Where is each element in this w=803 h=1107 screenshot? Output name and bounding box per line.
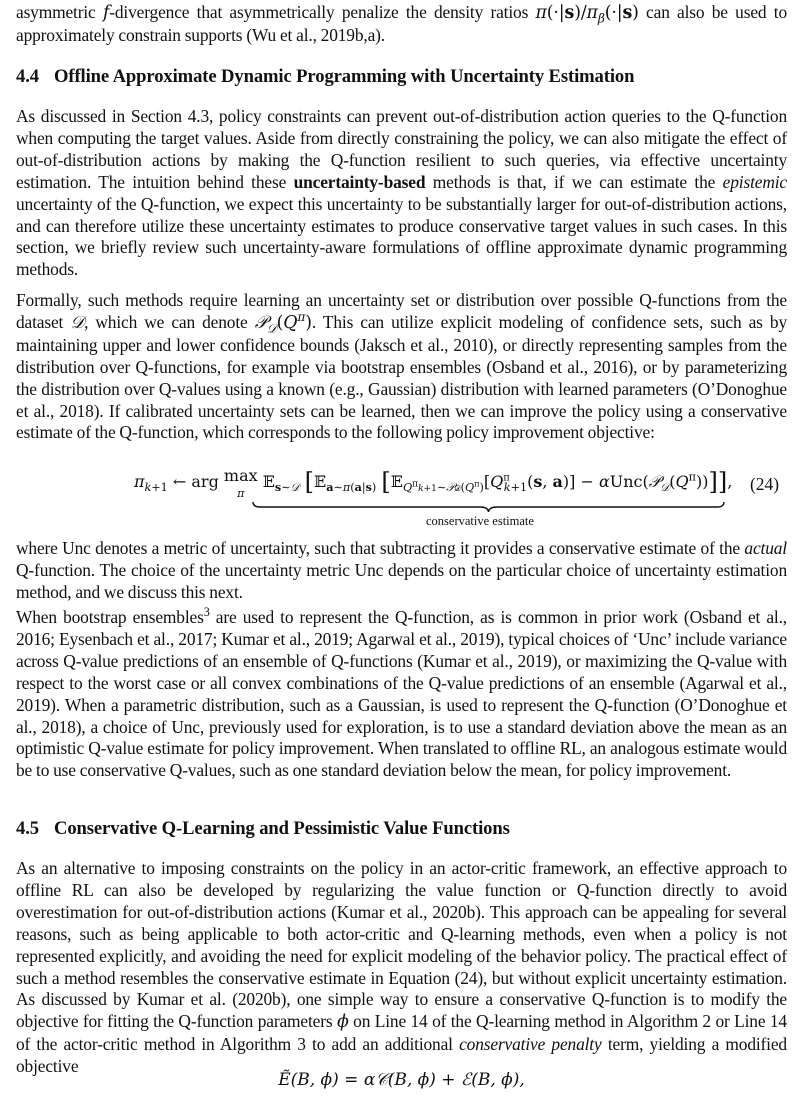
section-title: Offline Approximate Dynamic Programming with Uncertainty Estimation: [54, 66, 635, 87]
equation-24: [16, 468, 787, 528]
paragraph-text: When bootstrap ensembles$^3$ are used to represent the Q-function, as is common in prior work (Osband et al., 2016; Eysenbach et al., 2017; Kumar et al., 2019; Agarwal et al., 2019), typical choices of ‘Unc’ include variance across Q-value predictions of an ensemble of Q-functions (Kumar et al., 2019), or maximizing the Q-value with respect to the worst case or all convex combinations of the Q-value predictions of an ensemble (Agarwal et al., 2019). When a parametric distribution, such as a Gaussian, is used to represent the Q-function (O’Donoghue et al., 2018), a choice of Unc, previously used for exploration, is to use a standard deviation above the mean as an optimistic Q-value estimate for policy improvement. When translated to offline RL, an analogous estimate would be to use conservative Q-values, such as one standard deviation below the mean, for policy improvement.: [16, 605, 788, 781]
section-number: 4.4: [16, 66, 39, 87]
section-heading-4-5: [16, 818, 510, 840]
paragraph-text: As discussed in Section 4.3, policy constraints can prevent out-of-distribution action queries to the Q-function when computing the target values. Aside from directly constraining the policy, we can also mitigate the effect of out-of-distribution actions by making the Q-function resilient to such queries, via effective uncertainty estimation. The intuition behind these uncertainty-based methods is that, if we can estimate the epistemic uncertainty of the Q-function, we expect this uncertainty to be substantially larger for out-of-distribution actions, and can therefore utilize these uncertainty estimates to produce conservative target values in such cases. In this section, we briefly review such uncertainty-aware formulations of offline approximate dynamic programming methods.: [16, 106, 787, 280]
equation-modified-objective: Ẽ(B, ϕ) = α𝒞(B, ϕ) + ℰ(B, ϕ),: [278, 1070, 525, 1090]
paragraph-uncertainty-intro: [16, 106, 787, 281]
section-title: Conservative Q-Learning and Pessimistic Value Functions: [54, 818, 510, 839]
paragraph-text: Formally, such methods require learning an uncertainty set or distribution over possible Q-functions from the dataset 𝒟, which we can denote $𝒫_𝒟(Q^\pi)$. This can utilize explicit modeling of confidence sets, such as by maintaining upper and lower confidence bounds (Jaksch et al., 2010), or directly representing samples from the distribution over Q-functions, for example via bootstrap ensembles (Osband et al., 2016), or by parameterizing the distribution over Q-values using a known (e.g., Gaussian) distribution with learned parameters (O’Donoghue et al., 2018). If calibrated uncertainty sets can be learned, then we can improve the policy using a conservative estimate of the Q-function, which corresponds to the following policy improvement objective:: [16, 290, 787, 443]
section-heading-4-4: [16, 66, 634, 88]
paragraph-formal-uncertainty: [16, 290, 787, 444]
section-number: 4.5: [16, 818, 39, 839]
equation-body: $\pi_{k+1}$ ← arg max π 𝔼$_{s\sim 𝒟}$ [𝔼$_{a\sim\pi(a|s)}$ [$𝔼_{Q^\pi k+1\sim 𝒫𝒟(Q^\pi)}[Q^\pi_{k+1}(s$, $a)] - \alpha Unc(𝒫_𝒟(Q^\pi))$]],: [134, 466, 733, 500]
paragraph-unc-definition: [16, 538, 787, 604]
paragraph-text: As an alternative to imposing constraints on the policy in an actor-critic framework, an effective approach to offline RL can also be developed by regularizing the value function or Q-function directly to avoid overestimation for out-of-distribution actions (Kumar et al., 2020b). This approach can be appealing for several reasons, such as being applicable to both actor-critic and Q-learning methods, even when a policy is not represented explicitly, and avoiding the need for explicit modeling of the behavior policy. The practical effect of such a method resembles the conservative estimate in Equation (24), but without explicit uncertainty estimation. As discussed by Kumar et al. (2020b), one simple way to ensure a conservative Q-function is to modify the objective for fitting the Q-function parameters ϕ on Line 14 of the Q-learning method in Algorithm 2 or Line 14 of the actor-critic method in Algorithm 3 to add an additional conservative penalty term, yielding a modified objective: [16, 858, 787, 1077]
underbrace-icon: [252, 502, 725, 512]
paragraph-text: where Unc denotes a metric of uncertainty, such that subtracting it provides a conservative estimate of the actual Q-function. The choice of the uncertainty metric Unc depends on the particular choice of uncertainty estimation method, and we discuss this next.: [16, 538, 787, 602]
paragraph-bootstrap-ensembles: [16, 607, 787, 782]
paragraph-conservative-q-learning: [16, 858, 787, 1078]
equation-number: (24): [750, 474, 779, 494]
intro-fragment-paragraph: [16, 2, 787, 47]
paragraph-text: asymmetric f-divergence that asymmetrically penalize the density ratios $\pi(\cdot|s)/\pi_\beta(\cdot|s)$ can also be used to approximately constrain supports (Wu et al., 2019b,a).: [16, 2, 787, 45]
underbrace-label: conservative estimate: [426, 514, 534, 528]
